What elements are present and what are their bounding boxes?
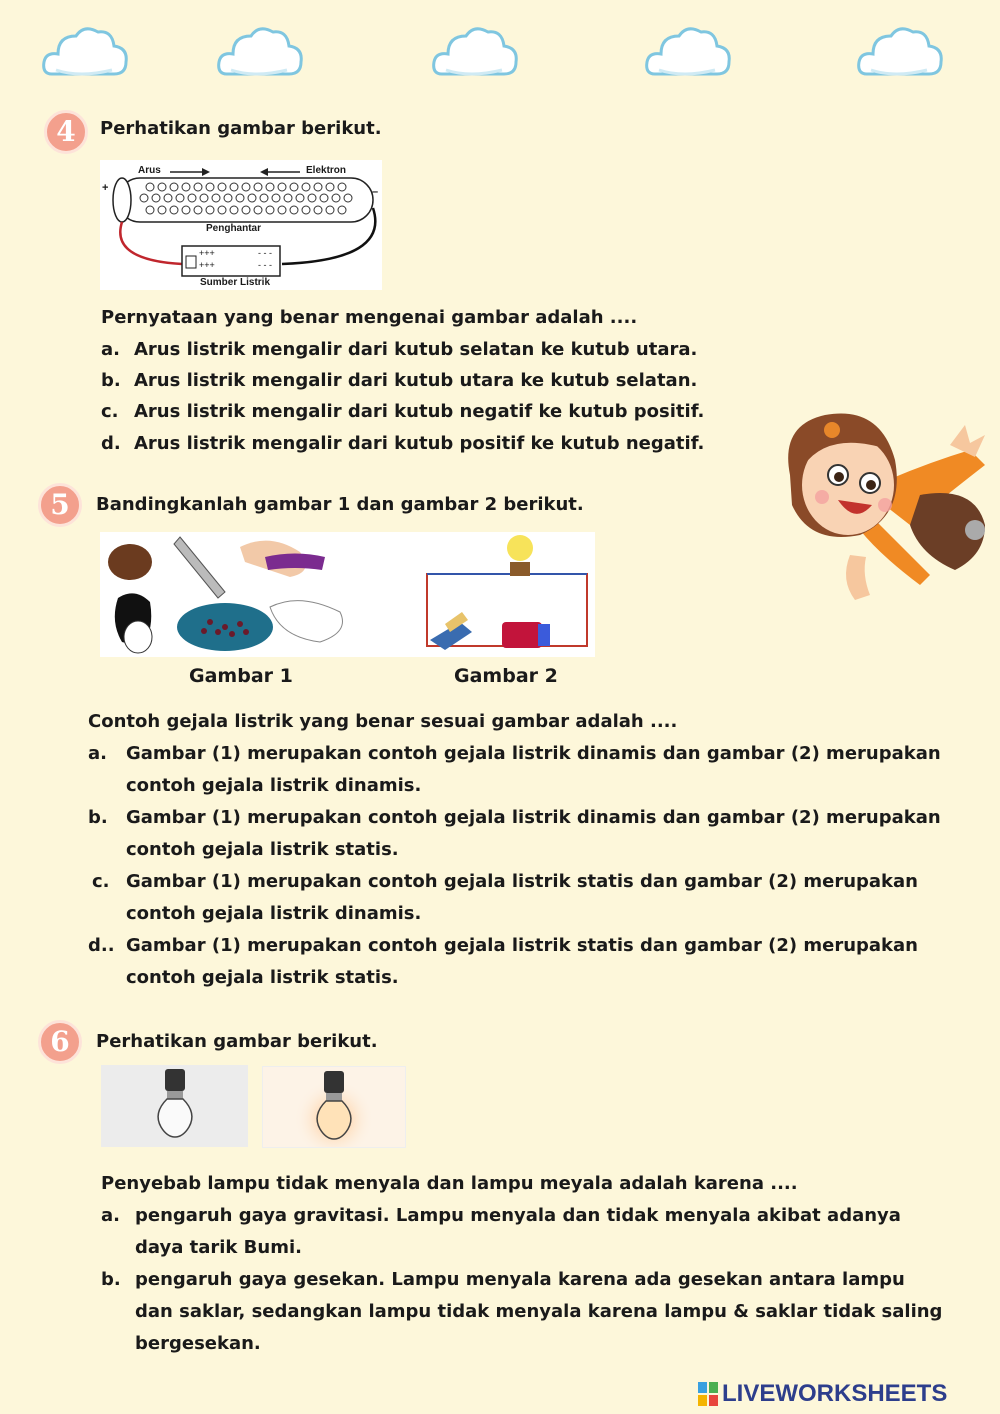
option-letter: b. — [88, 807, 108, 828]
option-text: Gambar (1) merupakan contoh gejala listrik statis dan gambar (2) merupakan — [126, 935, 918, 956]
cloud-icon — [643, 22, 733, 84]
image-caption: Gambar 1 — [189, 665, 293, 687]
option-letter: d. — [101, 433, 121, 454]
cloud-icon — [430, 22, 520, 84]
option-letter: b. — [101, 1269, 121, 1290]
option-text: Arus listrik mengalir dari kutub selatan ke kutub utara. — [134, 339, 698, 360]
option-text: bergesekan. — [135, 1333, 261, 1354]
option-letter: c. — [101, 401, 119, 422]
static-dynamic-images — [100, 532, 595, 657]
question-title: Bandingkanlah gambar 1 dan gambar 2 berikut. — [96, 494, 584, 515]
question-number-badge: 6 — [38, 1020, 82, 1064]
option-c[interactable] — [92, 866, 952, 930]
option-text: Arus listrik mengalir dari kutub positif ke kutub negatif. — [134, 433, 705, 454]
image-caption: Gambar 2 — [454, 665, 558, 687]
option-text: Gambar (1) merupakan contoh gejala listrik dinamis dan gambar (2) merupakan — [126, 743, 941, 764]
girl-illustration — [770, 405, 995, 605]
source-label: Sumber Listrik — [200, 277, 271, 288]
question-text: Contoh gejala listrik yang benar sesuai gambar adalah .... — [88, 711, 678, 732]
option-text: Arus listrik mengalir dari kutub utara ke kutub selatan. — [134, 370, 698, 391]
option-letter: a. — [101, 1205, 120, 1226]
logo-icon — [698, 1382, 718, 1406]
question-title: Perhatikan gambar berikut. — [100, 118, 382, 139]
option-text: contoh gejala listrik dinamis. — [126, 903, 422, 924]
option-letter: a. — [101, 339, 120, 360]
option-text: daya tarik Bumi. — [135, 1237, 302, 1258]
option-c[interactable] — [101, 396, 801, 428]
option-text: dan saklar, sedangkan lampu tidak menyala karena lampu & saklar tidak saling — [135, 1301, 943, 1322]
option-letter: a. — [88, 743, 107, 764]
cloud-icon — [855, 22, 945, 84]
positive-charges: +++ — [199, 248, 215, 258]
option-text: contoh gejala listrik dinamis. — [126, 775, 422, 796]
option-text: Gambar (1) merupakan contoh gejala listrik dinamis dan gambar (2) merupakan — [126, 807, 941, 828]
option-letter: d.. — [88, 935, 115, 956]
lamp-off-image — [101, 1065, 248, 1147]
option-d[interactable] — [101, 428, 801, 460]
brand-name: LIVEWORKSHEETS — [722, 1380, 948, 1407]
option-text: Arus listrik mengalir dari kutub negatif ke kutub positif. — [134, 401, 705, 422]
plus-sign: + — [102, 182, 109, 194]
option-d[interactable] — [88, 930, 948, 994]
cloud-icon — [215, 22, 305, 84]
conductor-diagram — [100, 160, 382, 290]
question-text: Pernyataan yang benar mengenai gambar adalah .... — [101, 307, 638, 328]
negative-charges: - - - — [258, 248, 272, 258]
lamp-on-image — [262, 1066, 406, 1148]
option-letter: b. — [101, 370, 121, 391]
liveworksheets-logo[interactable] — [698, 1380, 994, 1408]
option-text: contoh gejala listrik statis. — [126, 839, 399, 860]
option-a[interactable] — [101, 334, 801, 366]
question-title: Perhatikan gambar berikut. — [96, 1031, 378, 1052]
negative-charges: - - - — [258, 260, 272, 270]
question-number-badge: 5 — [38, 483, 82, 527]
question-number-badge: 4 — [44, 110, 88, 154]
option-b[interactable] — [101, 1264, 941, 1360]
option-a[interactable] — [88, 738, 948, 802]
option-a[interactable] — [101, 1200, 941, 1264]
option-text: Gambar (1) merupakan contoh gejala listrik statis dan gambar (2) merupakan — [126, 871, 918, 892]
conductor-label: Penghantar — [206, 223, 262, 234]
option-text: contoh gejala listrik statis. — [126, 967, 399, 988]
current-label: Arus — [138, 165, 161, 176]
option-b[interactable] — [101, 365, 801, 397]
option-letter: c. — [92, 871, 110, 892]
option-text: pengaruh gaya gravitasi. Lampu menyala dan tidak menyala akibat adanya — [135, 1205, 901, 1226]
option-text: pengaruh gaya gesekan. Lampu menyala karena ada gesekan antara lampu — [135, 1269, 905, 1290]
positive-charges: +++ — [199, 260, 215, 270]
option-b[interactable] — [88, 802, 948, 866]
question-text: Penyebab lampu tidak menyala dan lampu meyala adalah karena .... — [101, 1173, 798, 1194]
electron-label: Elektron — [306, 165, 347, 176]
cloud-icon — [40, 22, 130, 84]
minus-sign: – — [372, 186, 379, 198]
